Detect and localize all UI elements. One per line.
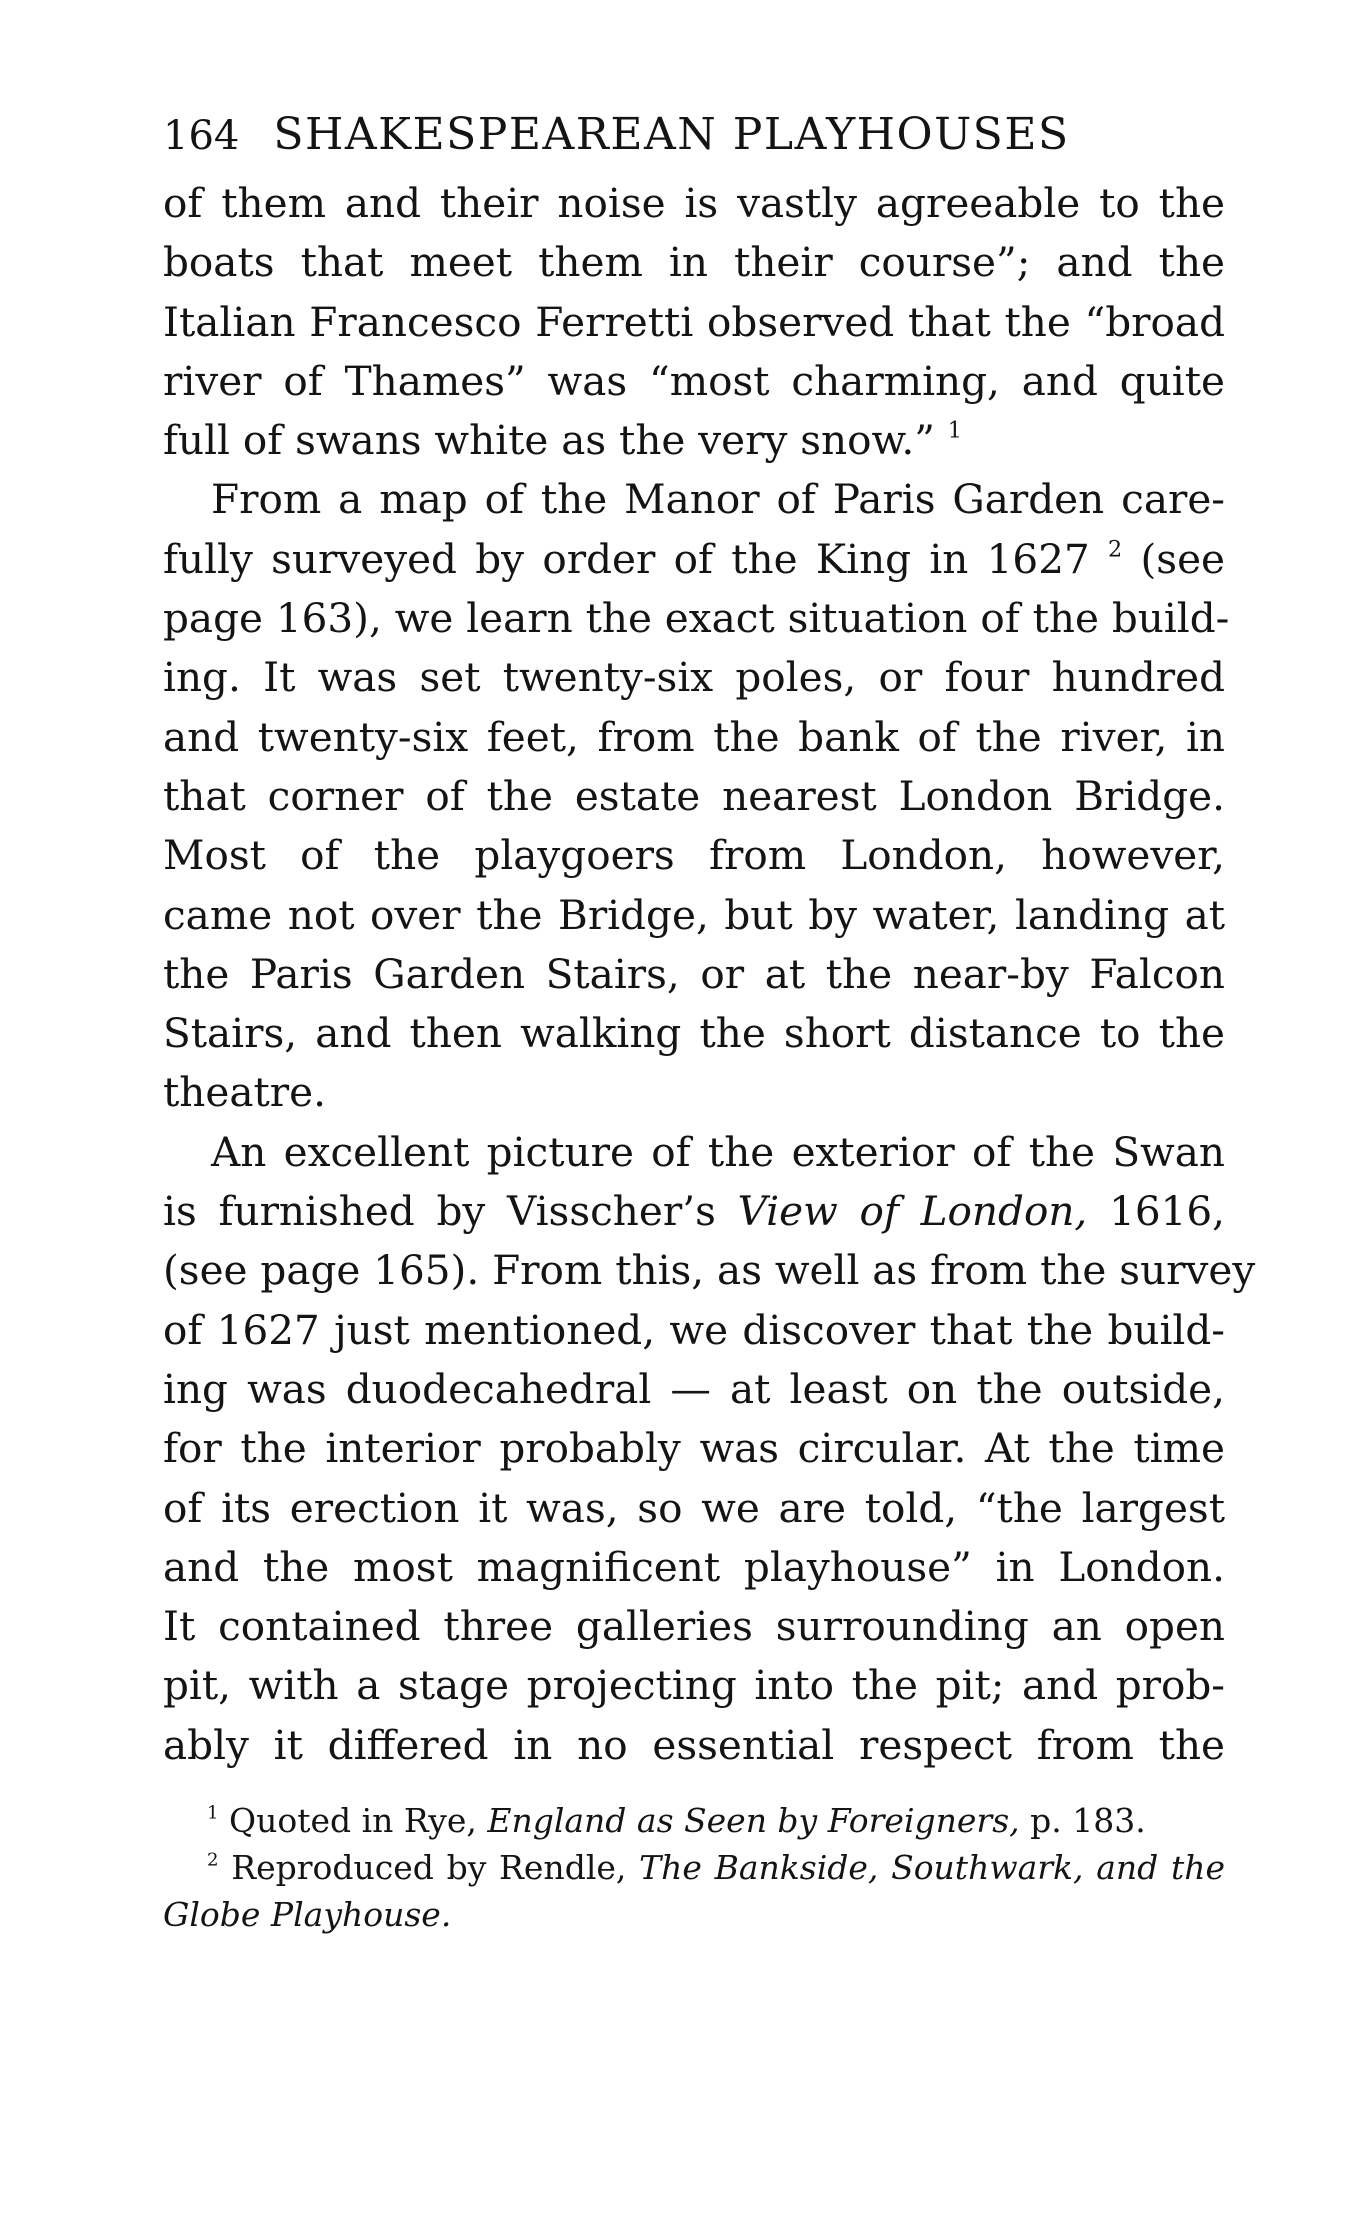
text-line (163, 411, 1225, 470)
footnote-1 (163, 1797, 1225, 1844)
footnote-title: Globe Playhouse. (163, 1895, 452, 1935)
text-line: and twenty-six feet, from the bank of the river, in (163, 712, 1225, 761)
text-line: It contained three galleries surrounding an open (163, 1602, 1225, 1651)
text-line: of them and their noise is vastly agreeable to the (163, 179, 1225, 227)
text-line: (see page 165). From this, as well as from the survey (163, 1246, 1256, 1295)
text-line (163, 530, 1225, 589)
text-segment: is furnished by Visscher’s (163, 1187, 716, 1236)
running-head (163, 100, 1225, 170)
text-line: An excellent picture of the exterior of the Swan (211, 1127, 1225, 1176)
text-line: theatre. (163, 1068, 326, 1117)
text-line: Stairs, and then walking the short distance to the (163, 1009, 1225, 1058)
text-line (163, 1182, 1225, 1241)
book-page (163, 100, 1256, 1938)
text-line: From a map of the Manor of Paris Garden care- (211, 475, 1225, 524)
text-line: Most of the playgoers from London, however, (163, 831, 1225, 880)
footnote-title: The Bankside, Southwark, and the (639, 1848, 1225, 1888)
page-number: 164 (163, 113, 240, 159)
text-line: came not over the Bridge, but by water, landing at (163, 890, 1225, 939)
footnote-2 (163, 1844, 1225, 1891)
footnote-text: p. 183. (1030, 1801, 1146, 1841)
footnote-marker: 1 (207, 1802, 219, 1824)
footnote-text: Reproduced by Rendle, (231, 1848, 627, 1888)
text-line: of 1627 just mentioned, we discover that the build- (163, 1305, 1225, 1354)
text-line: that corner of the estate nearest London Bridge. (163, 771, 1225, 820)
footnote-2-continuation (163, 1891, 1225, 1938)
text-segment: 1616, (1109, 1187, 1226, 1236)
text-line: river of Thames” was “most charming, and quite (163, 356, 1225, 405)
text-line: ably it differed in no essential respect from the (163, 1720, 1225, 1769)
text-line: of its erection it was, so we are told, “the largest (163, 1483, 1225, 1532)
running-title: SHAKESPEAREAN PLAYHOUSES (273, 109, 1070, 160)
book-title: View of London, (737, 1187, 1088, 1236)
text-line: ing. It was set twenty-six poles, or four hundred (163, 653, 1225, 702)
footnote-title: England as Seen by Foreigners, (487, 1801, 1020, 1841)
text-line: for the interior probably was circular. At the time (163, 1424, 1225, 1473)
text-segment: (see (1140, 534, 1226, 583)
text-line: boats that meet them in their course”; and the (163, 238, 1225, 287)
body-text (163, 174, 1256, 1775)
footnote-reference: 1 (947, 417, 962, 444)
footnote-marker: 2 (207, 1849, 219, 1871)
text-line: Italian Francesco Ferretti observed that the “broad (163, 297, 1225, 346)
text-line: ing was duodecahedral — at least on the outside, (163, 1364, 1225, 1413)
text-segment: full of swans white as the very snow.” (163, 416, 935, 465)
text-segment: fully surveyed by order of the King in 1627 (163, 534, 1090, 583)
footnote-text: Quoted in Rye, (229, 1801, 477, 1841)
text-line: page 163), we learn the exact situation of the build- (163, 594, 1230, 643)
footnotes (163, 1797, 1225, 1938)
text-line: the Paris Garden Stairs, or at the near-by Falcon (163, 949, 1225, 998)
text-line: and the most magnificent playhouse” in London. (163, 1542, 1225, 1591)
text-line: pit, with a stage projecting into the pit; and prob- (163, 1661, 1225, 1710)
footnote-reference: 2 (1108, 536, 1123, 563)
